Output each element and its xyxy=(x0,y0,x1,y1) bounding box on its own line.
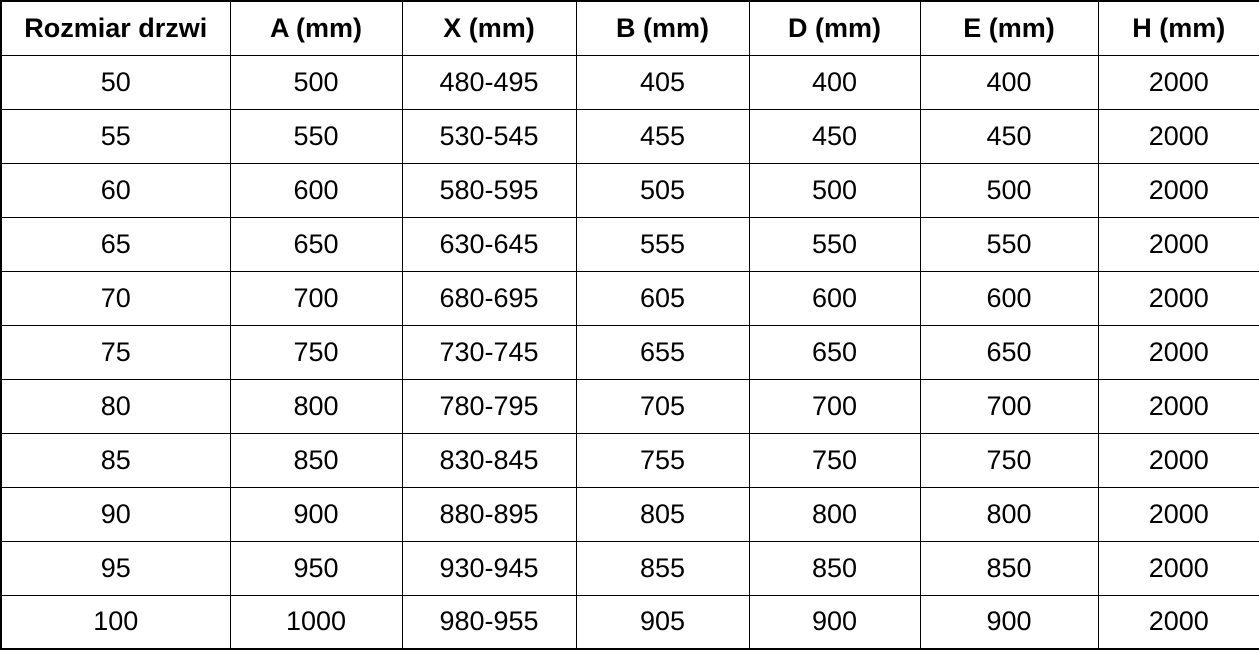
table-cell: 805 xyxy=(576,487,749,541)
table-cell: 900 xyxy=(230,487,402,541)
table-row xyxy=(1,55,1259,109)
table-cell: 650 xyxy=(920,325,1098,379)
table-cell: 950 xyxy=(230,541,402,595)
table-cell: 65 xyxy=(1,217,230,271)
table-cell: 505 xyxy=(576,163,749,217)
header-a-mm: A (mm) xyxy=(230,1,402,55)
table-cell: 70 xyxy=(1,271,230,325)
table-cell: 800 xyxy=(749,487,920,541)
table-cell: 555 xyxy=(576,217,749,271)
table-cell: 2000 xyxy=(1098,55,1259,109)
table-cell: 95 xyxy=(1,541,230,595)
table-row xyxy=(1,163,1259,217)
table-row xyxy=(1,271,1259,325)
table-row xyxy=(1,541,1259,595)
table-cell: 2000 xyxy=(1098,379,1259,433)
table-cell: 2000 xyxy=(1098,271,1259,325)
table-cell: 400 xyxy=(749,55,920,109)
table-cell: 2000 xyxy=(1098,163,1259,217)
table-cell: 450 xyxy=(749,109,920,163)
table-cell: 450 xyxy=(920,109,1098,163)
table-row xyxy=(1,217,1259,271)
table-cell: 2000 xyxy=(1098,325,1259,379)
table-cell: 680-695 xyxy=(402,271,576,325)
table-cell: 905 xyxy=(576,595,749,649)
table-cell: 2000 xyxy=(1098,595,1259,649)
table-cell: 100 xyxy=(1,595,230,649)
table-cell: 500 xyxy=(230,55,402,109)
table-row xyxy=(1,325,1259,379)
table-cell: 2000 xyxy=(1098,217,1259,271)
table-row xyxy=(1,379,1259,433)
table-cell: 830-845 xyxy=(402,433,576,487)
table-cell: 85 xyxy=(1,433,230,487)
table-row xyxy=(1,487,1259,541)
header-x-mm: X (mm) xyxy=(402,1,576,55)
table-cell: 600 xyxy=(749,271,920,325)
table-cell: 655 xyxy=(576,325,749,379)
table-row xyxy=(1,433,1259,487)
table-cell: 580-595 xyxy=(402,163,576,217)
header-e-mm: E (mm) xyxy=(920,1,1098,55)
header-rozmiar-drzwi: Rozmiar drzwi xyxy=(1,1,230,55)
table-cell: 730-745 xyxy=(402,325,576,379)
table-cell: 850 xyxy=(920,541,1098,595)
table-cell: 500 xyxy=(749,163,920,217)
table-cell: 850 xyxy=(230,433,402,487)
header-d-mm: D (mm) xyxy=(749,1,920,55)
table-cell: 650 xyxy=(230,217,402,271)
table-cell: 755 xyxy=(576,433,749,487)
header-row xyxy=(1,1,1259,55)
table-cell: 80 xyxy=(1,379,230,433)
table-cell: 2000 xyxy=(1098,541,1259,595)
table-cell: 750 xyxy=(230,325,402,379)
table-cell: 900 xyxy=(920,595,1098,649)
table-cell: 2000 xyxy=(1098,433,1259,487)
table-row xyxy=(1,109,1259,163)
table-cell: 700 xyxy=(749,379,920,433)
table-cell: 530-545 xyxy=(402,109,576,163)
table-cell: 705 xyxy=(576,379,749,433)
table-cell: 405 xyxy=(576,55,749,109)
table-cell: 605 xyxy=(576,271,749,325)
table-cell: 630-645 xyxy=(402,217,576,271)
table-cell: 780-795 xyxy=(402,379,576,433)
table-cell: 550 xyxy=(920,217,1098,271)
table-cell: 980-955 xyxy=(402,595,576,649)
table-cell: 600 xyxy=(920,271,1098,325)
table-cell: 850 xyxy=(749,541,920,595)
table-cell: 480-495 xyxy=(402,55,576,109)
table-cell: 880-895 xyxy=(402,487,576,541)
table-cell: 90 xyxy=(1,487,230,541)
table-cell: 800 xyxy=(230,379,402,433)
table-cell: 700 xyxy=(230,271,402,325)
table-cell: 60 xyxy=(1,163,230,217)
header-b-mm: B (mm) xyxy=(576,1,749,55)
table-cell: 2000 xyxy=(1098,109,1259,163)
table-cell: 550 xyxy=(749,217,920,271)
table-cell: 500 xyxy=(920,163,1098,217)
table-cell: 700 xyxy=(920,379,1098,433)
table-cell: 930-945 xyxy=(402,541,576,595)
table-cell: 855 xyxy=(576,541,749,595)
table-cell: 550 xyxy=(230,109,402,163)
table-row xyxy=(1,595,1259,649)
table-cell: 800 xyxy=(920,487,1098,541)
table-cell: 900 xyxy=(749,595,920,649)
table-cell: 600 xyxy=(230,163,402,217)
table-cell: 750 xyxy=(920,433,1098,487)
table-cell: 400 xyxy=(920,55,1098,109)
table-cell: 50 xyxy=(1,55,230,109)
table-body xyxy=(1,55,1259,649)
table-cell: 2000 xyxy=(1098,487,1259,541)
header-h-mm: H (mm) xyxy=(1098,1,1259,55)
table-cell: 75 xyxy=(1,325,230,379)
table-cell: 750 xyxy=(749,433,920,487)
table-cell: 650 xyxy=(749,325,920,379)
table-cell: 55 xyxy=(1,109,230,163)
table-cell: 1000 xyxy=(230,595,402,649)
table-cell: 455 xyxy=(576,109,749,163)
